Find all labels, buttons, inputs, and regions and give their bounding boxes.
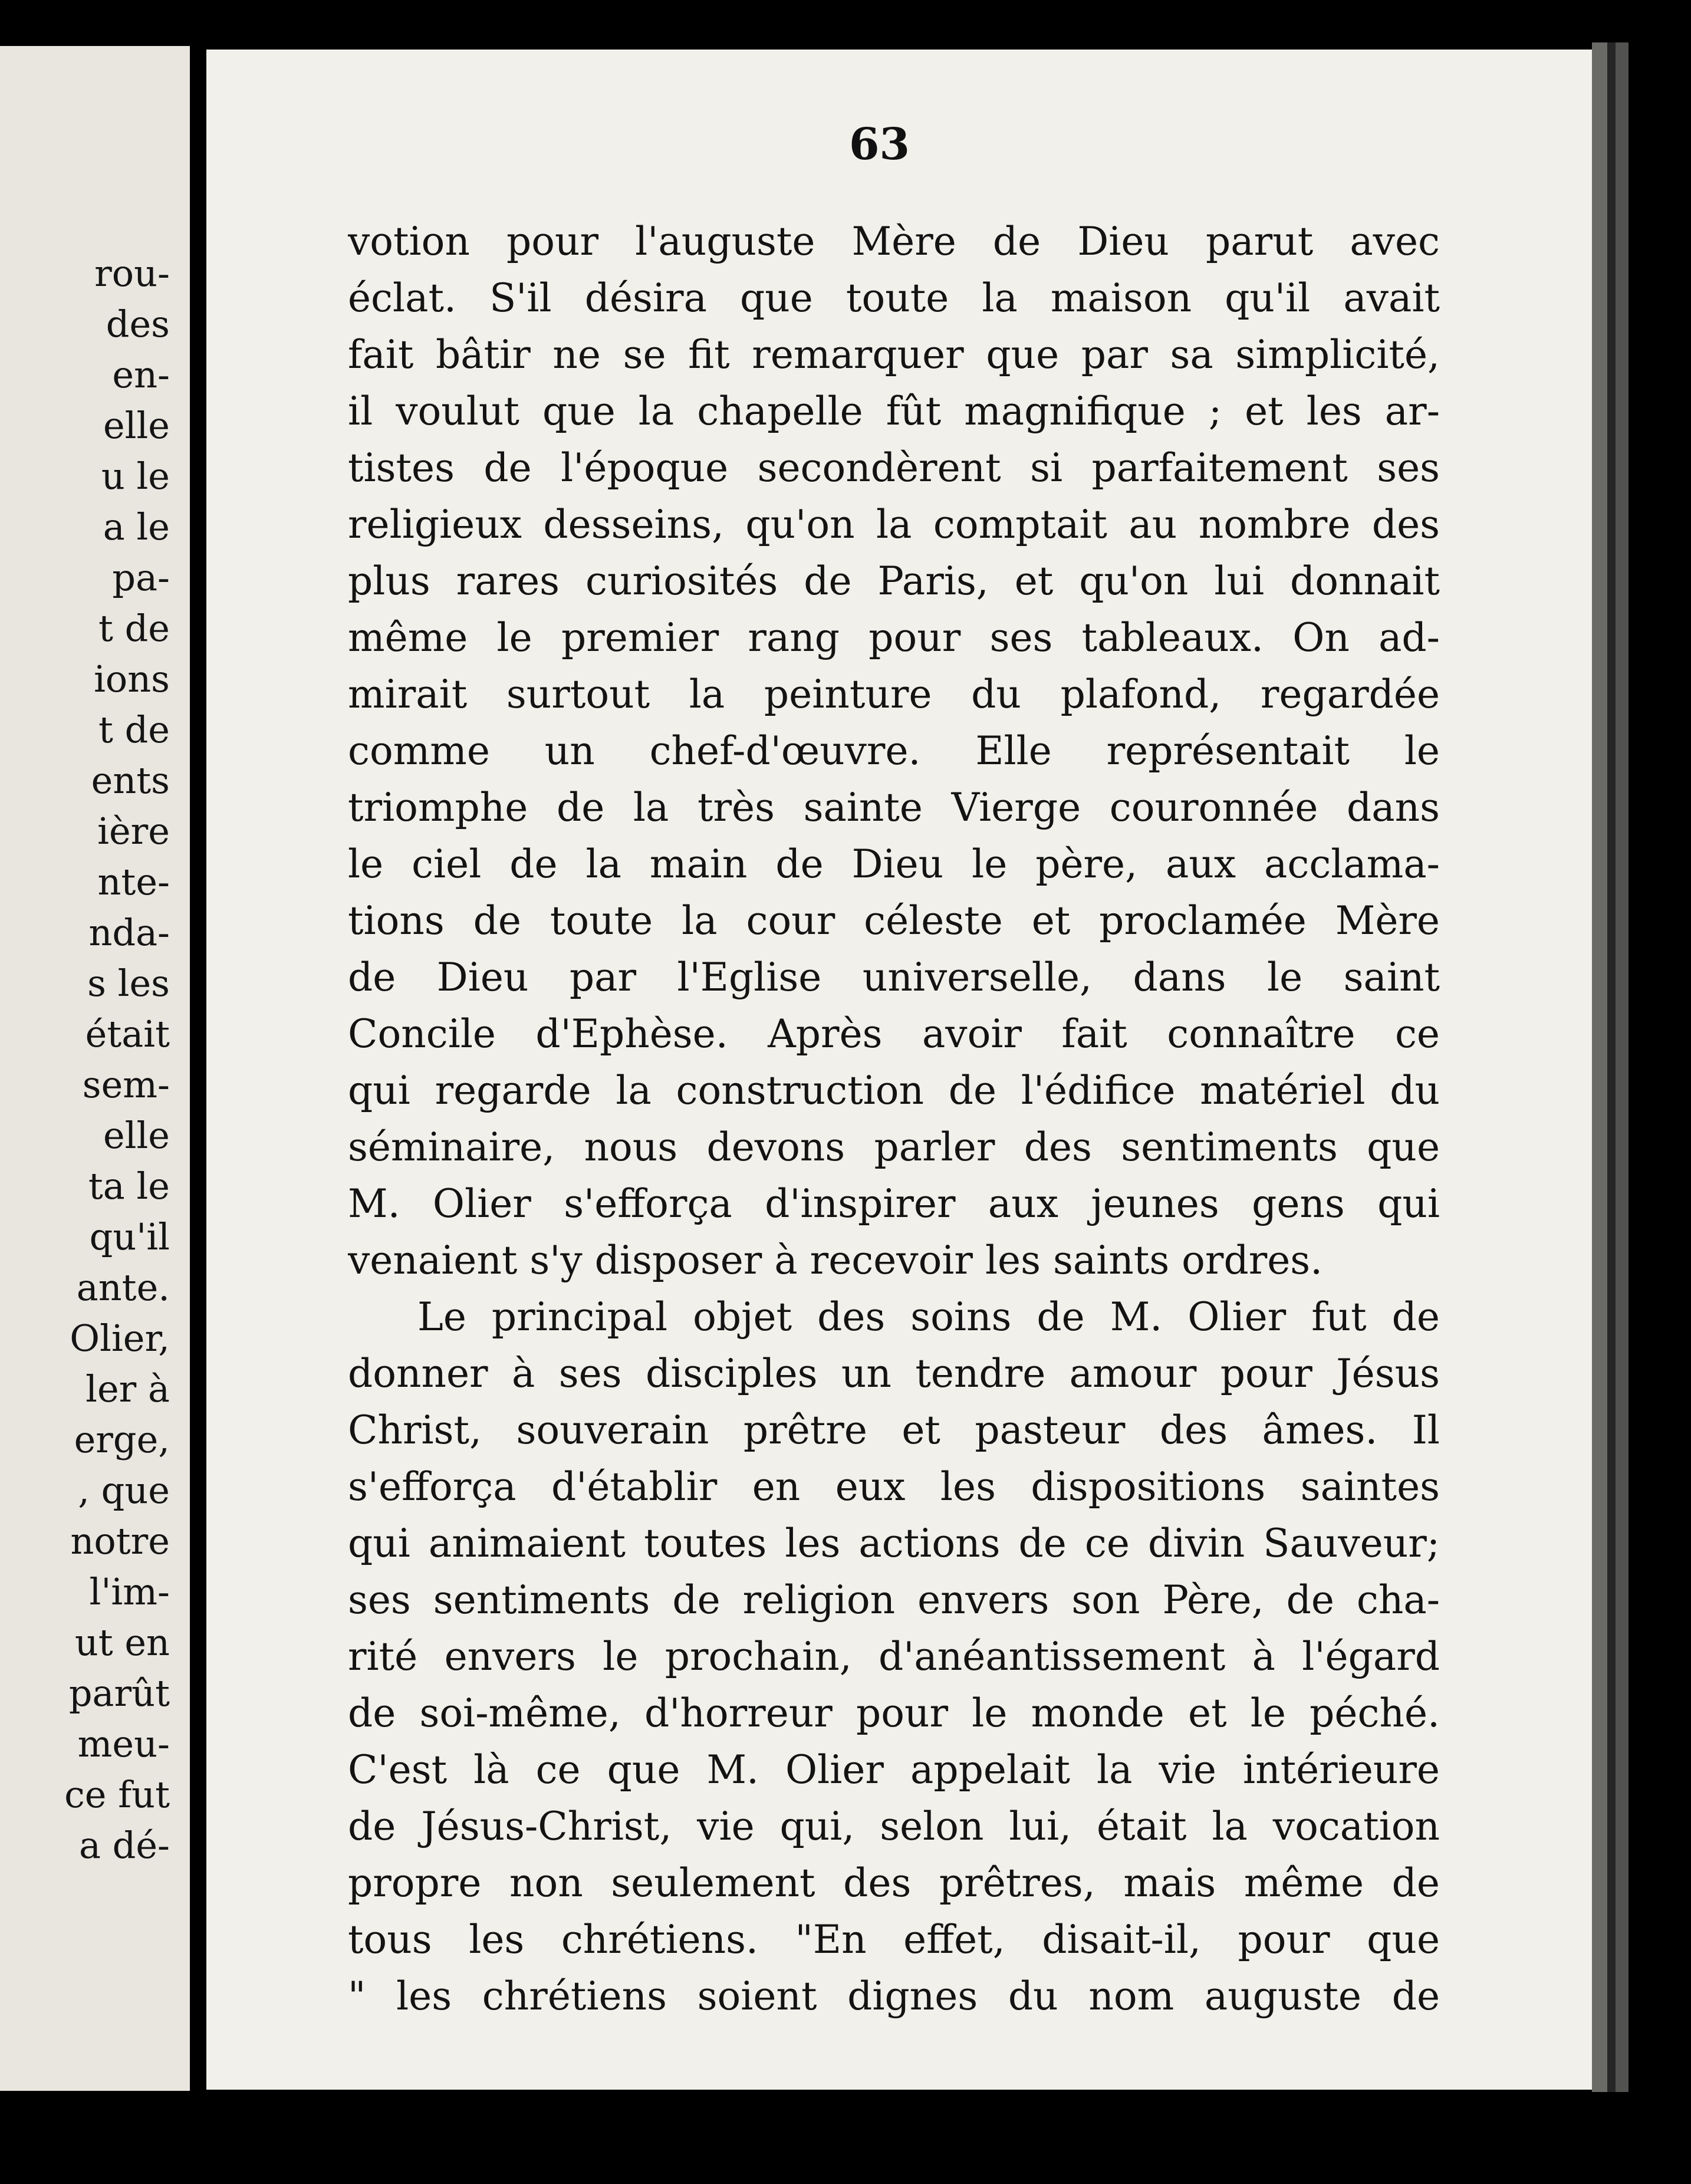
left-page-line: ents <box>91 759 170 802</box>
left-page-line: erge, <box>74 1418 170 1461</box>
left-page-line: parût <box>68 1672 170 1715</box>
text-line: triomphe de la très sainte Vierge couronnée dans <box>348 785 1440 830</box>
body-text <box>348 213 1440 2025</box>
left-page-line: t de <box>98 607 170 650</box>
text-line: il voulut que la chapelle fût magnifique ; et les ar- <box>348 389 1440 434</box>
left-page-line: , que <box>78 1469 170 1512</box>
left-page-line-list <box>64 248 170 1871</box>
text-line: de Jésus-Christ, vie qui, selon lui, était la vocation <box>348 1804 1440 1849</box>
left-page-line: a le <box>103 505 170 548</box>
left-page-line: ta le <box>88 1165 170 1208</box>
text-line: qui animaient toutes les actions de ce divin Sauveur; <box>348 1521 1440 1566</box>
page-number: 63 <box>849 119 910 170</box>
text-line: C'est là ce que M. Olier appelait la vie intérieure <box>348 1747 1440 1792</box>
left-page-line: ce fut <box>64 1773 170 1816</box>
left-page-line: ière <box>97 810 170 853</box>
left-page-line: u le <box>101 455 170 498</box>
left-page-line: était <box>85 1012 170 1055</box>
left-page-line: meu- <box>77 1722 170 1765</box>
page-edge-stack <box>1592 42 1607 2092</box>
text-line: tistes de l'époque secondèrent si parfaitement ses <box>348 445 1440 491</box>
text-line: éclat. S'il désira que toute la maison qu'il avait <box>348 275 1440 321</box>
left-page-line: ions <box>94 657 170 700</box>
left-page-line: pa- <box>112 556 170 599</box>
left-page-line: notre <box>70 1519 170 1563</box>
text-line: fait bâtir ne se fit remarquer que par sa simplicité, <box>348 332 1440 377</box>
text-line: s'efforça d'établir en eux les dispositions saintes <box>348 1464 1440 1509</box>
text-line: rité envers le prochain, d'anéantissement à l'égard <box>348 1634 1440 1679</box>
book-gutter <box>190 35 206 2087</box>
left-page-line: ut en <box>74 1621 170 1664</box>
text-line: même le premier rang pour ses tableaux. On ad- <box>348 615 1440 660</box>
text-line: religieux desseins, qu'on la comptait au nombre des <box>348 502 1440 547</box>
left-page-line: qu'il <box>89 1215 170 1258</box>
text-line: ses sentiments de religion envers son Père, de cha- <box>348 1577 1440 1623</box>
text-line: donner à ses disciples un tendre amour pour Jésus <box>348 1351 1440 1396</box>
text-line: de Dieu par l'Eglise universelle, dans le saint <box>348 955 1440 1000</box>
text-line: tous les chrétiens. "En effet, disait-il, pour que <box>348 1917 1440 1962</box>
text-line: le ciel de la main de Dieu le père, aux acclama- <box>348 841 1440 887</box>
text-line: Concile d'Ephèse. Après avoir fait connaître ce <box>348 1011 1440 1057</box>
left-page-line: nda- <box>88 911 170 954</box>
text-line: qui regarde la construction de l'édifice matériel du <box>348 1068 1440 1113</box>
page-edge-stack <box>1616 42 1629 2092</box>
left-page-line: nte- <box>97 860 170 903</box>
left-page-line: t de <box>98 708 170 751</box>
text-line: tions de toute la cour céleste et proclamée Mère <box>348 898 1440 943</box>
left-page-line: a dé- <box>78 1824 170 1867</box>
text-line: Le principal objet des soins de M. Olier fut de <box>417 1294 1440 1340</box>
text-line: plus rares curiosités de Paris, et qu'on lui donnait <box>348 558 1440 604</box>
left-page-line: s les <box>87 962 170 1005</box>
left-page-line: elle <box>103 1114 170 1157</box>
left-page-fragment <box>0 46 190 2091</box>
text-line: propre non seulement des prêtres, mais même de <box>348 1860 1440 1906</box>
text-line: comme un chef-d'œuvre. Elle représentait le <box>348 728 1440 774</box>
left-page-line: rou- <box>94 252 170 295</box>
left-page-line: en- <box>112 353 170 396</box>
left-page-line: ante. <box>76 1266 170 1309</box>
text-line: M. Olier s'efforça d'inspirer aux jeunes gens qui <box>348 1181 1440 1226</box>
left-page-line: l'im- <box>89 1570 170 1613</box>
left-page-line: ler à <box>85 1367 170 1410</box>
text-line: votion pour l'auguste Mère de Dieu parut avec <box>348 219 1440 264</box>
text-line: séminaire, nous devons parler des sentiments que <box>348 1124 1440 1170</box>
text-line: " les chrétiens soient dignes du nom auguste de <box>348 1974 1440 2019</box>
text-line: venaient s'y disposer à recevoir les saints ordres. <box>348 1238 1323 1283</box>
text-line: Christ, souverain prêtre et pasteur des âmes. Il <box>348 1407 1440 1453</box>
left-page-line: sem- <box>82 1063 170 1106</box>
left-page-line: Olier, <box>70 1317 170 1360</box>
text-line: mirait surtout la peinture du plafond, regardée <box>348 672 1440 717</box>
left-page-line: des <box>106 302 170 346</box>
left-page-line: elle <box>103 404 170 447</box>
page-edge-stack <box>1607 42 1616 2092</box>
text-line: de soi-même, d'horreur pour le monde et le péché. <box>348 1690 1440 1736</box>
